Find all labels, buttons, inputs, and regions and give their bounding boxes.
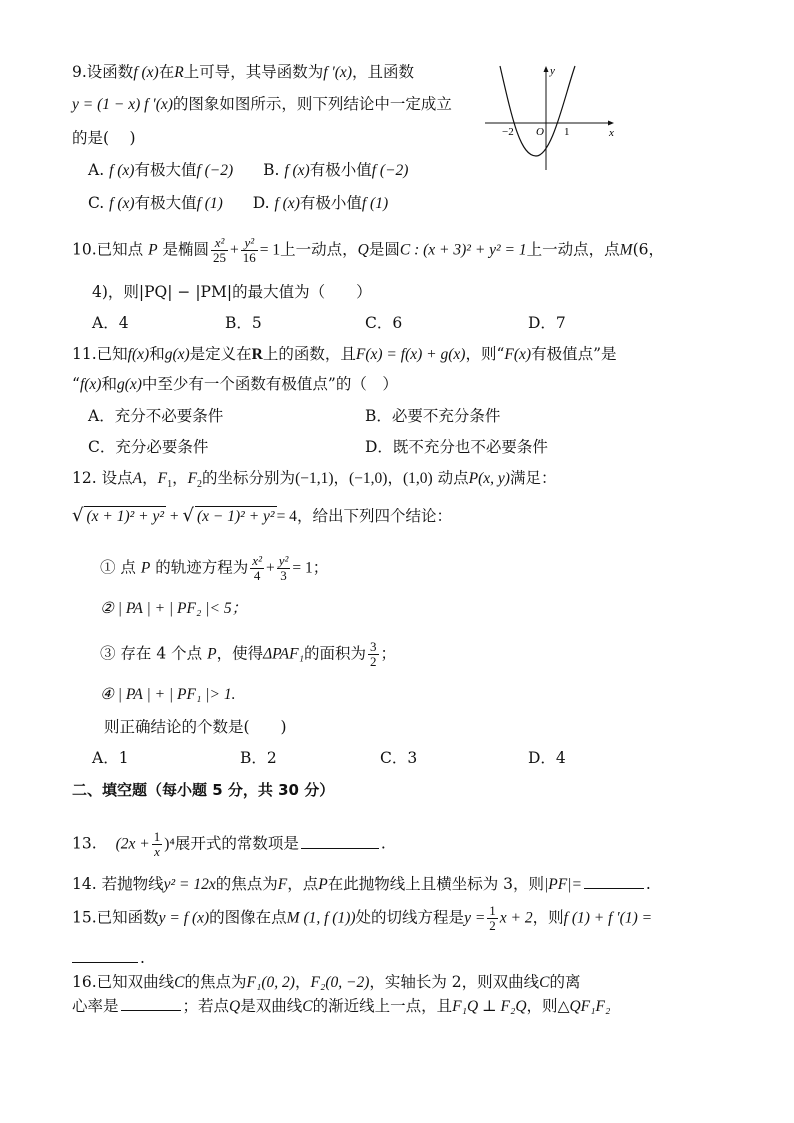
q12-option-a: A．1 (92, 749, 129, 767)
q12-line2: √ (x + 1)² + y² + √ (x − 1)² + y² = 4，给出下列四个结论： (72, 505, 452, 526)
q10-option-d: D．7 (528, 314, 566, 332)
q9-option-d-label: D. (252, 194, 270, 212)
q16-answer-blank-1[interactable] (121, 1009, 181, 1011)
q12-option-d: D．4 (528, 749, 566, 767)
q12-statement-3: ③ 存在 4 个点 P，使得ΔPAF₁的面积为 $\frac{3}{2}$ ； (100, 639, 397, 669)
q11-option-d: D．既不充分也不必要条件 (365, 438, 548, 456)
q15-line: 15.已知函数y = f (x)的图像在点M (1, f (1))处的切线方程是y = $\frac{1}{2}$ x + 2，则f (1) + f ′(1) = (72, 903, 653, 933)
q12-line1: 12. 设点A，$F_1$，$F_2$的坐标分别为(−1,1)，(−1,0)，(1,0) 动点P(x, y)满足： (72, 469, 557, 491)
q11-option-c: C．充分必要条件 (88, 438, 209, 456)
q14-line: 14. 若抛物线y² = 12x的焦点为F，点P在此抛物线上且横坐标为 3，则|PF|= . (72, 875, 651, 893)
q12-statement-4: ④ | PA | + | PF₁ |> 1. (100, 686, 236, 703)
q9-line1: 9.设函数f (x)在R上可导，其导函数为f ′(x)，且函数 (72, 63, 414, 81)
q9-graph-origin-label: O (536, 126, 544, 138)
q12-number: 12. (72, 469, 97, 487)
q9-number: 9. (72, 63, 87, 81)
q14-answer-blank[interactable] (584, 887, 644, 889)
q9-line3: 的是( ) (72, 129, 136, 147)
q11-line1: 11.已知f(x)和g(x)是定义在R上的函数，且F(x) = f(x) + g(x)，则“F(x)有极值点”是 (72, 345, 617, 363)
q13-number: 13. (72, 834, 97, 853)
q9-options-ab: A. f (x)有极大值f (−2) B. f (x)有极小值f (−2) (88, 161, 409, 179)
q10-line1: 10.已知点 P 是椭圆 $\frac{\text{x²}}{25}$ + $\frac{\text{y²}}{16}$ = 1上一动点，Q是圆C : (x + 3)² + y² = 1上一动点，点M(6， (72, 235, 665, 265)
q15-number: 15. (72, 908, 97, 927)
q12-ask: 则正确结论的个数是( ) (104, 718, 287, 736)
q9-graph-y-label: y (550, 65, 555, 77)
q11-number: 11. (72, 345, 97, 363)
q9-option-a-label: A. (88, 161, 105, 179)
section-2-heading: 二、填空题（每小题 5 分，共 30 分） (72, 781, 335, 799)
q10-frac-y: $\frac{\text{y²}}{16}$ (242, 235, 256, 265)
q9-options-cd: C. f (x)有极大值f (1) D. f (x)有极小值f (1) (88, 194, 389, 212)
q9-line2: y = (1 − x) f ′(x)的图象如图所示，则下列结论中一定成立 (72, 95, 452, 113)
q12-statement-2: ② | PA | + | PF₂ |< 5； (100, 600, 248, 617)
q12-statement-1: ① 点 P 的轨迹方程为 $\frac{\text{x²}}{4}$ + $\frac{\text{y²}}{3}$ = 1； (100, 553, 329, 583)
q15-answer-line: . (72, 948, 145, 968)
q11-line2: “f(x)和g(x)中至少有一个函数有极值点”的（ ） (72, 375, 398, 393)
q12-option-b: B．2 (240, 749, 277, 767)
q15-answer-blank[interactable] (72, 961, 138, 963)
q16-line1: 16.已知双曲线C的焦点为F₁(0, 2)，F₂(0, −2)，实轴长为 2，则双曲线C的离 (72, 973, 581, 991)
q9-option-b-label: B. (263, 161, 280, 179)
q9-option-c-label: C. (88, 194, 105, 212)
q10-option-c: C．6 (365, 314, 403, 332)
q11-option-b: B．必要不充分条件 (365, 407, 501, 425)
q16-number: 16. (72, 973, 97, 991)
q9-graph-x-arrow (608, 121, 614, 126)
q10-option-b: B．5 (225, 314, 262, 332)
q16-line2: 心率是 ；若点Q是双曲线C的渐近线上一点，且F₁Q ⊥ F₂Q，则△QF₁F₂ (72, 997, 611, 1015)
q13-answer-blank[interactable] (301, 847, 379, 849)
q13-line: 13. (2x + $\frac{1}{x}$ )⁴展开式的常数项是 . (72, 829, 386, 859)
q9-graph-curve (500, 66, 575, 156)
q11-option-a: A．充分不必要条件 (88, 407, 224, 425)
q10-line2: 4)，则|PQ| − |PM|的最大值为（ ） (92, 283, 372, 301)
q9-graph (480, 58, 620, 176)
q10-option-a: A．4 (92, 314, 129, 332)
q9-graph-y-arrow (544, 66, 549, 72)
q12-option-c: C．3 (380, 749, 418, 767)
q9-graph-neg2-label: −2 (502, 126, 514, 138)
q9-graph-one-label: 1 (564, 126, 570, 138)
q14-number: 14. (72, 875, 97, 893)
q9-graph-x-label: x (609, 127, 614, 139)
q10-frac-x: $\frac{\text{x²}}{25}$ (213, 235, 227, 265)
q10-number: 10. (72, 240, 97, 259)
